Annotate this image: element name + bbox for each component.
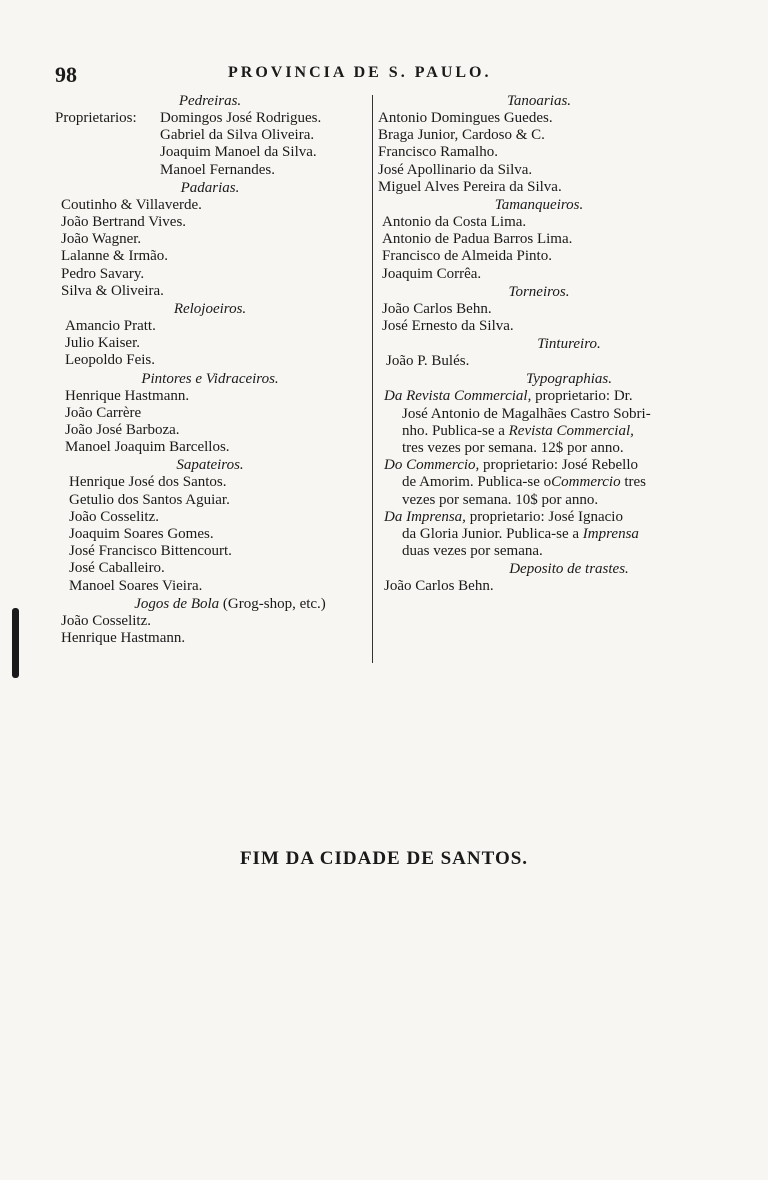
tanoarias-list: [378, 110, 700, 196]
pedreiras-list: [55, 127, 365, 179]
deposito-list: [378, 578, 700, 595]
list-item: Pedro Savary.: [61, 265, 145, 282]
torneiros-list: [378, 301, 700, 335]
list-item: João Carlos Behn.: [384, 578, 494, 595]
heading-deposito: Deposito de trastes.: [509, 561, 629, 578]
margin-ink-mark: [12, 608, 19, 678]
entry-text: proprietario: José Ignacio: [465, 508, 623, 525]
list-item: João Bertrand Vives.: [61, 214, 187, 231]
list-item: Lalanne & Irmão.: [61, 248, 169, 265]
list-item: Miguel Alves Pereira da Silva.: [378, 178, 562, 195]
list-item: Leopoldo Feis.: [65, 352, 155, 369]
heading-torneiros: Torneiros.: [508, 283, 570, 300]
jogos-list: [55, 613, 365, 647]
entry-text: de Amorim. Publica-se o: [402, 474, 552, 491]
right-column: [378, 92, 700, 596]
left-column: [55, 92, 365, 647]
list-item: Getulio dos Santos Aguiar.: [69, 491, 230, 508]
list-item: Coutinho & Villaverde.: [61, 196, 202, 213]
entry-text: tres vezes por semana. 12$ por anno.: [402, 440, 624, 457]
entry-text: Domingos José Rodrigues.: [160, 110, 322, 126]
list-item: Silva & Oliveira.: [61, 282, 164, 299]
entry-text: nho. Publica-se a: [402, 422, 505, 439]
typographia-revista: [384, 388, 700, 457]
list-item: Henrique Hastmann.: [61, 630, 186, 647]
list-item: João Cosselitz.: [61, 612, 151, 629]
padarias-list: [55, 197, 365, 300]
publisher-name: Da Revista Commercial,: [384, 388, 532, 405]
proprietarios-label: Proprietarios:: [55, 110, 137, 126]
list-item: Amancio Pratt.: [65, 318, 156, 335]
pintores-list: [55, 388, 365, 457]
list-item: João Carrère: [65, 404, 142, 421]
list-item: Antonio de Padua Barros Lima.: [382, 231, 573, 248]
list-item: Joaquim Soares Gomes.: [69, 526, 214, 543]
heading-sapateiros: Sapateiros.: [176, 457, 244, 474]
heading-tanoarias: Tanoarias.: [506, 93, 572, 109]
list-item: Francisco Ramalho.: [378, 144, 498, 161]
entry-text: duas vezes por semana.: [402, 543, 543, 560]
list-item: Antonio da Costa Lima.: [382, 214, 527, 231]
list-item: José Ernesto da Silva.: [382, 318, 514, 335]
list-item: José Apollinario da Silva.: [378, 161, 533, 178]
heading-jogos-de-bola: [55, 595, 365, 613]
heading-pintores: Pintores e Vidraceiros.: [141, 370, 279, 387]
typographias-list: [378, 388, 700, 560]
list-item: Joaquim Corrêa.: [382, 265, 482, 282]
heading-tintureiro: Tintureiro.: [537, 336, 601, 353]
entry-text: proprietario: José Rebello: [479, 457, 638, 474]
list-item: Joaquim Manoel da Silva.: [160, 144, 317, 161]
typographia-commercio: [384, 457, 700, 509]
newspaper-title: Revista Commercial,: [508, 422, 634, 439]
column-divider: [372, 95, 373, 663]
entry-text: da Gloria Junior. Publica-se a: [402, 526, 580, 543]
typographia-imprensa: [384, 509, 700, 561]
newspaper-title: Imprensa: [582, 526, 639, 543]
heading-jogos-rest: (Grog-shop, etc.): [222, 595, 326, 612]
list-item: Julio Kaiser.: [65, 335, 140, 352]
list-item: Henrique José dos Santos.: [69, 474, 227, 491]
list-item: Braga Junior, Cardoso & C.: [378, 127, 545, 144]
list-item: João Wagner.: [61, 231, 142, 248]
list-item: José Caballeiro.: [69, 560, 165, 577]
entry-text: tres: [620, 474, 647, 491]
list-item: [55, 110, 365, 127]
relojoeiros-list: [55, 318, 365, 370]
running-title: PROVINCIA DE S. PAULO.: [228, 64, 492, 81]
entry-text: proprietario: Dr.: [531, 388, 633, 405]
list-item: Henrique Hastmann.: [65, 387, 190, 404]
heading-tamanqueiros: Tamanqueiros.: [494, 197, 584, 214]
heading-pedreiras: Pedreiras.: [178, 93, 242, 109]
list-item: José Francisco Bittencourt.: [69, 543, 232, 560]
tintureiro-list: [378, 353, 700, 370]
tamanqueiros-list: [378, 214, 700, 283]
publisher-name: Do Commercio,: [384, 457, 480, 474]
entry-text: José Antonio de Magalhães Castro Sobri-: [402, 405, 651, 422]
sapateiros-list: [55, 474, 365, 594]
list-item: Manoel Joaquim Barcellos.: [65, 439, 230, 456]
list-item: Manoel Soares Vieira.: [69, 577, 203, 594]
list-item: João Carlos Behn.: [382, 300, 492, 317]
list-item: Manoel Fernandes.: [160, 161, 275, 178]
heading-jogos-italic: Jogos de Bola: [134, 595, 220, 612]
heading-typographias: Typographias.: [526, 371, 612, 388]
heading-relojoeiros: Relojoeiros.: [173, 301, 247, 318]
newspaper-title: Commercio: [551, 474, 621, 491]
publisher-name: Da Imprensa,: [384, 508, 466, 525]
list-item: João Cosselitz.: [69, 508, 159, 525]
entry-text: vezes por semana. 10$ por anno.: [402, 491, 599, 508]
list-item: Gabriel da Silva Oliveira.: [160, 127, 315, 144]
list-item: João José Barboza.: [65, 422, 180, 439]
list-item: João P. Bulés.: [386, 353, 470, 370]
heading-padarias: Padarias.: [180, 179, 240, 196]
list-item: Antonio Domingues Guedes.: [378, 110, 553, 126]
list-item: Francisco de Almeida Pinto.: [382, 248, 552, 265]
page-number: 98: [55, 62, 77, 87]
closing-line: FIM DA CIDADE DE SANTOS.: [239, 848, 529, 869]
